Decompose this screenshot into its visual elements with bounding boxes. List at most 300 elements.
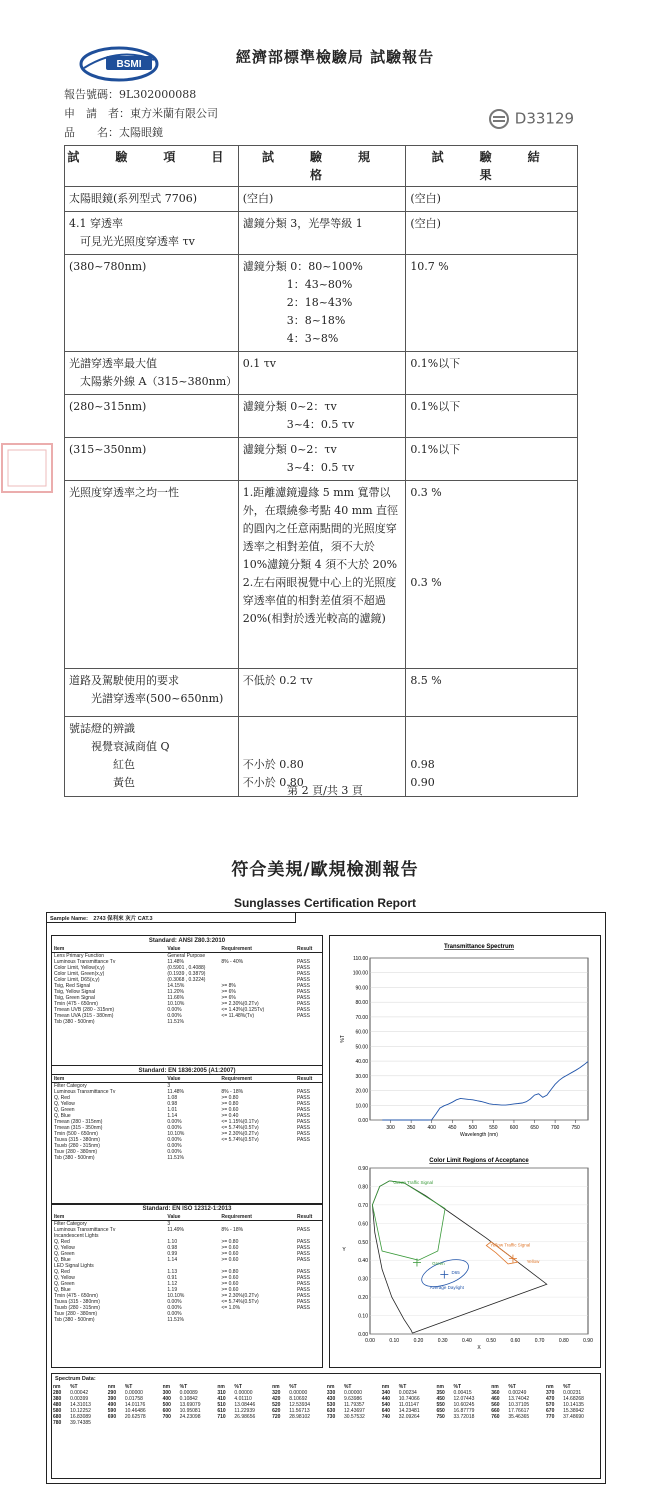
spectrum-cell: 720 <box>272 1414 281 1420</box>
std-cell: >= 0.80 <box>221 1239 239 1245</box>
y-tick-label: 20.00 <box>355 1088 368 1095</box>
std-cell: PASS <box>296 1227 310 1233</box>
std-row <box>52 1317 322 1323</box>
std-cell: Q, Blue <box>54 1257 71 1263</box>
std-cell: >= 0.60 <box>221 1275 239 1281</box>
ansi-title: Standard: ANSI Z80.3:2010 <box>148 938 226 944</box>
std-cell: 0.98 <box>167 1101 178 1107</box>
std-cell: 8% - 40% <box>221 959 244 965</box>
x-tick-label: 650 <box>530 1125 539 1131</box>
spectrum-cell: 37.48690 <box>563 1414 584 1420</box>
std-cell: 11.51% <box>167 1317 184 1323</box>
spectrum-cell: 10.12252 <box>70 1408 91 1414</box>
spectrum-cell: 0.00000 <box>289 1390 308 1396</box>
std-cell: 0.00% <box>167 1149 182 1155</box>
std-cell: Tsuvb (280 - 315nm) <box>54 1305 100 1311</box>
spectrum-cell: 780 <box>53 1420 62 1426</box>
std-cell: PASS <box>296 983 310 989</box>
std-cell: >= 0.40 <box>221 1113 239 1119</box>
cell-item: 號誌燈的辨識 視覺衰減商值 Q 紅色 黃色 <box>65 717 239 797</box>
spectrum-cell <box>343 1420 381 1426</box>
spectrum-cell: 0.00042 <box>70 1390 89 1396</box>
spectrum-col-header: nm <box>107 1384 116 1390</box>
spectrum-cell <box>490 1420 507 1426</box>
spectrum-cell: 11.22939 <box>234 1408 255 1414</box>
table-row <box>65 395 578 438</box>
spectrum-cell: 750 <box>436 1414 445 1420</box>
std-cell: Tsuvb (280 - 315nm) <box>54 1143 100 1149</box>
spectrum-cell: 510 <box>217 1402 226 1408</box>
std-cell: >= 0.80 <box>221 1095 239 1101</box>
spectrum-cell: 320 <box>272 1390 281 1396</box>
spectrum-cell: 0.10842 <box>179 1396 198 1402</box>
std-cell <box>219 1019 295 1025</box>
applicant: 申 請 者：東方米蘭有限公司 <box>64 107 218 120</box>
iso-title: Standard: EN ISO 12312-1:2013 <box>142 1206 232 1212</box>
std-cell: 11.66% <box>167 995 184 1001</box>
std-cell: 0.00% <box>167 1013 182 1019</box>
y-tick-label: 80.00 <box>355 1000 368 1007</box>
chart-title: Transmittance Spectrum <box>443 944 515 950</box>
x-tick-label: 350 <box>406 1125 416 1131</box>
spectrum-cell: 690 <box>107 1414 117 1420</box>
y-tick-label: 0.40 <box>358 1258 368 1265</box>
std-cell: >= 0.60 <box>221 1287 239 1293</box>
spectrum-cell: 550 <box>436 1402 445 1408</box>
spectrum-cell: 15.38942 <box>563 1408 584 1414</box>
cell-spec: 濾鏡分類 0：80~100% 1：43~80% 2：18~43% 3：8~18% 4：3~8% <box>238 255 406 352</box>
std-cell: 11.51% <box>167 1155 184 1161</box>
std-cell: PASS <box>296 1281 310 1287</box>
spectrum-cell: 0.00000 <box>124 1390 143 1396</box>
std-cell: Filter Category <box>54 1083 87 1089</box>
std-cell: PASS <box>296 1119 310 1125</box>
test-result-table <box>64 145 578 797</box>
logo-text: BSMI <box>116 59 142 70</box>
x-axis-label: X <box>477 1345 481 1351</box>
cell-spec: 濾鏡分類 3，光學等級 1 <box>238 212 406 255</box>
std-cell: PASS <box>296 971 310 977</box>
cell-result: 0.1%以下 <box>406 352 578 395</box>
spectrum-cell: 440 <box>381 1396 391 1402</box>
cell-item: 光譜穿透率最大值 太陽紫外線 A（315~380nm） <box>65 352 239 395</box>
cert-report-title: Sunglasses Certification Report <box>233 896 417 910</box>
spectrum-cell: 4.01110 <box>234 1396 252 1402</box>
spectrum-col-header: %T <box>234 1384 242 1390</box>
std-cell: 0.91 <box>167 1275 178 1281</box>
spectrum-cell: 10.14135 <box>563 1402 584 1408</box>
std-cell: 10.10% <box>167 1131 185 1137</box>
spectrum-cell: 28.98102 <box>289 1414 311 1420</box>
spectrum-cell: 620 <box>272 1408 281 1414</box>
spectrum-cell: 710 <box>217 1414 226 1420</box>
y-tick-label: 30.00 <box>355 1073 368 1080</box>
spectrum-cell: 9.63986 <box>343 1396 363 1402</box>
spectrum-cell <box>124 1420 162 1426</box>
std-cell: <= 1.43%(0.125Tv) <box>221 1007 265 1013</box>
y-tick-label: 50.00 <box>355 1044 368 1051</box>
std-cell: PASS <box>296 1095 310 1101</box>
std-cell: 0.00% <box>167 1299 182 1305</box>
y-axis-label: %T <box>340 1035 346 1043</box>
spectrum-table <box>52 1384 600 1426</box>
x-tick-label: 0.70 <box>534 1338 545 1344</box>
region-label: D65 <box>451 1270 460 1276</box>
std-cell: PASS <box>296 1287 310 1293</box>
std-cell: 1.01 <box>167 1107 178 1113</box>
std-cell: Tmin (475 - 650nm) <box>54 1001 98 1007</box>
spectrum-col-header: %T <box>289 1384 297 1390</box>
spectrum-cell: 390 <box>107 1396 117 1402</box>
transmittance-chart <box>330 936 600 1150</box>
std-cell: PASS <box>296 1089 310 1095</box>
std-cell: Q, Yellow <box>54 1245 75 1251</box>
std-cell: Tsuva (315 - 380nm) <box>54 1137 100 1143</box>
std-col-header: Requirement <box>219 1214 295 1221</box>
spectrum-cell: 490 <box>107 1402 117 1408</box>
spectrum-cell: 14.68268 <box>563 1396 584 1402</box>
spectrum-cell <box>326 1420 343 1426</box>
std-cell: PASS <box>296 1293 310 1299</box>
region-label: Yellow <box>526 1259 540 1265</box>
spectrum-cell: 460 <box>491 1396 500 1402</box>
x-tick-label: 500 <box>468 1125 478 1131</box>
cell-item: 光照度穿透率之均一性 <box>65 481 239 669</box>
spectrum-cell: 610 <box>217 1408 226 1414</box>
std-cell: PASS <box>296 1101 310 1107</box>
std-cell: <= 1.0% <box>221 1305 241 1311</box>
spectrum-cell: 11.79357 <box>343 1402 365 1408</box>
std-cell: Tsuva (315 - 380nm) <box>54 1299 100 1305</box>
spectrum-cell <box>507 1420 545 1426</box>
cell-result: (空白) <box>406 187 578 212</box>
chart-panel <box>329 935 601 1368</box>
spectrum-cell: 0.00000 <box>343 1390 363 1396</box>
spectrum-col-header: %T <box>398 1384 407 1390</box>
cell-spec: 濾鏡分類 0~2：τv 3~4：0.5 τv <box>238 438 406 481</box>
std-cell: 0.99 <box>167 1251 178 1257</box>
certification-mark <box>488 108 588 132</box>
std-cell: PASS <box>296 1305 310 1311</box>
spectrum-cell: 10.74066 <box>398 1396 420 1402</box>
spectrum-cell: 12.07443 <box>453 1396 475 1402</box>
spectrum-cell: 20.62578 <box>124 1414 146 1420</box>
y-tick-label: 100.00 <box>352 970 368 977</box>
en1836-title: Standard: EN 1836:2005 (A1:2007) <box>138 1068 236 1074</box>
spectrum-cell: 400 <box>162 1396 171 1402</box>
table-row <box>65 669 578 717</box>
std-cell: >= 2.30%(0.2Tv) <box>221 1001 259 1007</box>
std-cell: Q, Red <box>54 1239 70 1245</box>
std-cell: Q, Red <box>54 1095 70 1101</box>
y-tick-label: 110.00 <box>353 956 368 962</box>
spectrum-cell: 14.01176 <box>124 1402 146 1408</box>
std-cell: Tsig, Red Signal <box>54 983 91 989</box>
x-tick-label: 450 <box>448 1125 457 1131</box>
std-cell: >= 0.60 <box>221 1107 239 1113</box>
cell-spec: 0.1 τv <box>238 352 406 395</box>
spectrum-col-header: nm <box>381 1384 390 1390</box>
std-cell: PASS <box>296 995 310 1001</box>
spectrum-cell: 30.57532 <box>343 1414 365 1420</box>
std-cell: Luminous Transmittance Tv <box>54 959 116 965</box>
y-tick-label: 0.50 <box>358 1239 368 1246</box>
spectrum-cell: 310 <box>217 1390 226 1396</box>
x-tick-label: 700 <box>550 1125 560 1131</box>
std-cell: Color Limit, D65(x,y) <box>54 977 100 983</box>
spectrum-cell: 10.37105 <box>508 1402 530 1408</box>
std-cell: (0.1939 , 0.3879) <box>167 971 206 977</box>
std-cell: Incandescent Lights <box>54 1233 99 1239</box>
spectrum-cell: 16.83089 <box>70 1414 91 1420</box>
x-tick-label: 0.20 <box>413 1338 424 1344</box>
std-cell: Color Limit, Yellow(x,y) <box>54 965 105 971</box>
std-cell: 0.00% <box>167 1305 182 1311</box>
std-col-header: Result <box>295 946 322 953</box>
spectrum-cell: 35.46365 <box>508 1414 530 1420</box>
std-cell: Tsig, Green Signal <box>54 995 95 1001</box>
std-col-header: Value <box>165 946 219 953</box>
std-cell: (0.5901 , 0.4088) <box>167 965 206 971</box>
region-label: Yellow Traffic Signal <box>490 1242 531 1248</box>
x-tick-label: 0.50 <box>486 1338 496 1344</box>
page-number: 第 2 頁/共 3 頁 <box>287 784 363 797</box>
spectrum-series-line <box>382 1062 588 1121</box>
y-tick-label: 0.80 <box>358 1184 368 1191</box>
spectrum-cell: 410 <box>217 1396 226 1402</box>
spectrum-cell: 590 <box>107 1408 117 1414</box>
region-label: Green Traffic Signal <box>393 1179 434 1185</box>
spectrum-cell: 0.00089 <box>179 1390 198 1396</box>
spectrum-cell: 340 <box>381 1390 391 1396</box>
red-seal <box>0 440 60 500</box>
cell-item: 4.1 穿透率 可見光光照度穿透率 τv <box>65 212 239 255</box>
spectrum-cell: 660 <box>491 1408 500 1414</box>
spectrum-cell: 600 <box>162 1408 171 1414</box>
spectrum-cell: 10.46486 <box>124 1408 146 1414</box>
spectrum-cell: 280 <box>53 1390 62 1396</box>
std-cell: 11.51% <box>167 1019 184 1025</box>
table-header-row <box>65 146 578 187</box>
std-cell <box>295 1019 322 1025</box>
plot-frame <box>370 958 588 1120</box>
spectrum-cell <box>107 1420 124 1426</box>
table-row <box>65 352 578 395</box>
spectrum-cell: 680 <box>53 1414 62 1420</box>
std-cell: Q, Yellow <box>54 1101 75 1107</box>
std-cell: 14.15% <box>167 983 185 989</box>
ansi-panel <box>51 935 323 1075</box>
spectrum-col-header: nm <box>217 1384 225 1390</box>
ansi-table <box>52 946 322 1025</box>
green-signal-region <box>372 1181 445 1260</box>
std-cell <box>219 1155 295 1161</box>
cell-result: 0.1%以下 <box>406 438 578 481</box>
spectral-locus <box>372 1181 546 1333</box>
cell-spec: 1.距離濾鏡邊緣 5 mm 寬帶以外，在環繞參考點 40 mm 直徑的圓內之任意兩點間的光照度穿透率之相對差值，須不大於 10%濾鏡分類 4 須不大於 20% 2.左右兩眼視覺中心上的光照度穿透率值的相對差值須不超過 20%(相對於透光較高的濾鏡) <box>238 481 406 669</box>
spectrum-col-header: %T <box>508 1384 516 1390</box>
spectrum-cell: 330 <box>326 1390 336 1396</box>
std-cell: 0.00% <box>167 1137 182 1143</box>
spectrum-cell: 12.53934 <box>289 1402 311 1408</box>
report-title: 經濟部標準檢驗局 試驗報告 <box>235 48 435 66</box>
section-title: 符合美規/歐規檢測報告 <box>231 860 419 880</box>
color-limit-chart <box>330 1152 600 1364</box>
std-cell: Tmean UVA (315 - 380nm) <box>54 1013 114 1019</box>
spectrum-title: Spectrum Data: <box>55 1376 96 1382</box>
y-tick-label: 0.90 <box>358 1166 368 1172</box>
std-cell: General Purpose <box>167 953 206 959</box>
std-cell: Q, Blue <box>54 1113 71 1119</box>
std-cell: 11.48% <box>167 959 184 965</box>
spectrum-cell: 700 <box>162 1414 171 1420</box>
std-cell: <= 1.15%(0.1Tv) <box>221 1119 259 1125</box>
spectrum-cell: 14.31013 <box>70 1402 91 1408</box>
std-cell: 8% - 18% <box>221 1227 244 1233</box>
std-cell: 10.10% <box>167 1293 185 1299</box>
std-cell: Q, Green <box>54 1251 75 1257</box>
std-cell: (0.3068 , 0.3224) <box>167 977 206 983</box>
spectrum-cell: 300 <box>162 1390 171 1396</box>
table-row <box>65 212 578 255</box>
x-tick-label: 0.30 <box>437 1338 448 1344</box>
x-tick-label: 0.80 <box>558 1338 569 1344</box>
cell-result: 0.98 0.90 <box>406 717 578 797</box>
chart-title: Color Limit Regions of Acceptance <box>429 1158 529 1164</box>
spectrum-cell <box>288 1420 326 1426</box>
spectrum-cell: 740 <box>381 1414 391 1420</box>
std-cell: 1.14 <box>167 1257 178 1263</box>
x-tick-label: 300 <box>386 1125 395 1131</box>
std-col-header: Value <box>165 1076 219 1083</box>
spectrum-cell <box>216 1420 233 1426</box>
spectrum-cell: 0.01758 <box>124 1396 143 1402</box>
spectrum-col-header: %T <box>179 1384 188 1390</box>
std-cell: 0.98 <box>167 1245 178 1251</box>
std-cell: <= 5.74%(0.5Tv) <box>221 1137 259 1143</box>
spectrum-cell <box>233 1420 271 1426</box>
spectrum-cell: 13.74042 <box>508 1396 530 1402</box>
std-cell: Filter Category <box>54 1221 87 1227</box>
std-cell: >= 2.30%(0.2Tv) <box>221 1131 259 1137</box>
std-cell: PASS <box>296 1113 310 1119</box>
std-cell: >= 6% <box>221 989 236 995</box>
spectrum-cell: 13.08446 <box>234 1402 256 1408</box>
table-row <box>65 438 578 481</box>
std-cell: >= 2.30%(0.2Tv) <box>221 1293 259 1299</box>
std-cell: PASS <box>296 1269 310 1275</box>
std-cell: Q, Red <box>54 1269 70 1275</box>
spectrum-cell: 650 <box>436 1408 445 1414</box>
spectrum-cell: 39.74385 <box>70 1420 91 1426</box>
y-tick-label: 0.00 <box>358 1118 368 1124</box>
std-cell: <= 5.74%(0.5Tv) <box>221 1125 259 1131</box>
std-cell: Luminous Transmittance Tv <box>54 1089 116 1095</box>
spectrum-cell: 290 <box>107 1390 117 1396</box>
std-cell: PASS <box>296 1001 310 1007</box>
std-cell: 0.00% <box>167 1143 182 1149</box>
spectrum-cell: 430 <box>326 1396 336 1402</box>
std-cell: Q, Yellow <box>54 1275 75 1281</box>
std-cell: 1.19 <box>167 1287 178 1293</box>
spectrum-cell: 10.60245 <box>453 1402 475 1408</box>
std-cell: >= 0.60 <box>221 1257 239 1263</box>
cell-result: (空白) <box>406 212 578 255</box>
std-cell: 1.13 <box>167 1269 178 1275</box>
spectrum-cell <box>398 1420 436 1426</box>
spectrum-cell: 0.00249 <box>508 1390 527 1396</box>
y-tick-label: 0.70 <box>358 1202 368 1209</box>
std-cell: LED Signal Lights <box>54 1263 94 1269</box>
x-tick-label: 0.10 <box>389 1338 400 1344</box>
spectrum-cell: 16.87779 <box>453 1408 475 1414</box>
std-cell: Tsuv (280 - 380nm) <box>54 1311 98 1317</box>
std-cell: Tmean UVB (280 - 315nm) <box>54 1007 115 1013</box>
table-row <box>65 187 578 212</box>
std-cell: PASS <box>296 1257 310 1263</box>
spectrum-col-header: %T <box>70 1384 78 1390</box>
cell-result: 8.5 % <box>406 669 578 717</box>
spectrum-col-header: nm <box>546 1384 554 1390</box>
spectrum-col-header: nm <box>436 1384 444 1390</box>
y-tick-label: 10.00 <box>355 1103 368 1110</box>
std-cell: PASS <box>296 1007 310 1013</box>
spectrum-cell: 560 <box>491 1402 500 1408</box>
std-cell: PASS <box>296 1125 310 1131</box>
std-cell: 1.10 <box>167 1239 178 1245</box>
x-tick-label: 750 <box>571 1125 580 1131</box>
std-cell: >= 0.60 <box>221 1251 239 1257</box>
spectrum-cell: 520 <box>272 1402 281 1408</box>
std-cell: >= 0.80 <box>221 1101 239 1107</box>
std-cell: >= 0.80 <box>221 1269 239 1275</box>
std-cell: 11.49% <box>167 1227 184 1233</box>
y-tick-label: 40.00 <box>355 1059 368 1066</box>
spectrum-cell: 33.72018 <box>453 1414 475 1420</box>
cell-result: 0.3 % 0.3 % <box>406 481 578 669</box>
std-cell: >= 6% <box>221 995 236 1001</box>
spectrum-cell: 480 <box>53 1402 62 1408</box>
std-col-header: Requirement <box>219 946 295 953</box>
y-tick-label: 0.10 <box>358 1313 368 1320</box>
spectrum-cell <box>381 1420 398 1426</box>
std-col-header: Result <box>295 1076 322 1083</box>
spectrum-cell: 730 <box>326 1414 336 1420</box>
std-cell: Color Limit, Green(x,y) <box>54 971 105 977</box>
spectrum-cell: 26.98656 <box>234 1414 256 1420</box>
std-cell: Q, Green <box>54 1107 75 1113</box>
cell-spec: 不低於 0.2 τv <box>238 669 406 717</box>
header-result: 試 驗 結 果 <box>406 146 578 187</box>
std-cell: PASS <box>296 1013 310 1019</box>
std-cell: Q, Green <box>54 1281 75 1287</box>
spectrum-cell: 540 <box>381 1402 391 1408</box>
table-row <box>65 481 578 669</box>
std-cell: 3 <box>167 1083 171 1089</box>
std-cell: PASS <box>296 959 310 965</box>
std-cell: PASS <box>296 1107 310 1113</box>
std-cell: PASS <box>296 1275 310 1281</box>
std-cell: 1.12 <box>167 1281 178 1287</box>
cell-item: (380~780nm) <box>65 255 239 352</box>
std-cell: >= 0.60 <box>221 1245 239 1251</box>
spectrum-cell: 0.00234 <box>398 1390 417 1396</box>
spectrum-col-header: %T <box>124 1384 133 1390</box>
spectrum-cell: 13.69079 <box>179 1402 201 1408</box>
x-tick-label: 0.90 <box>583 1338 593 1344</box>
spectrum-cell: 11.01147 <box>398 1402 419 1408</box>
cell-result: 0.1%以下 <box>406 395 578 438</box>
